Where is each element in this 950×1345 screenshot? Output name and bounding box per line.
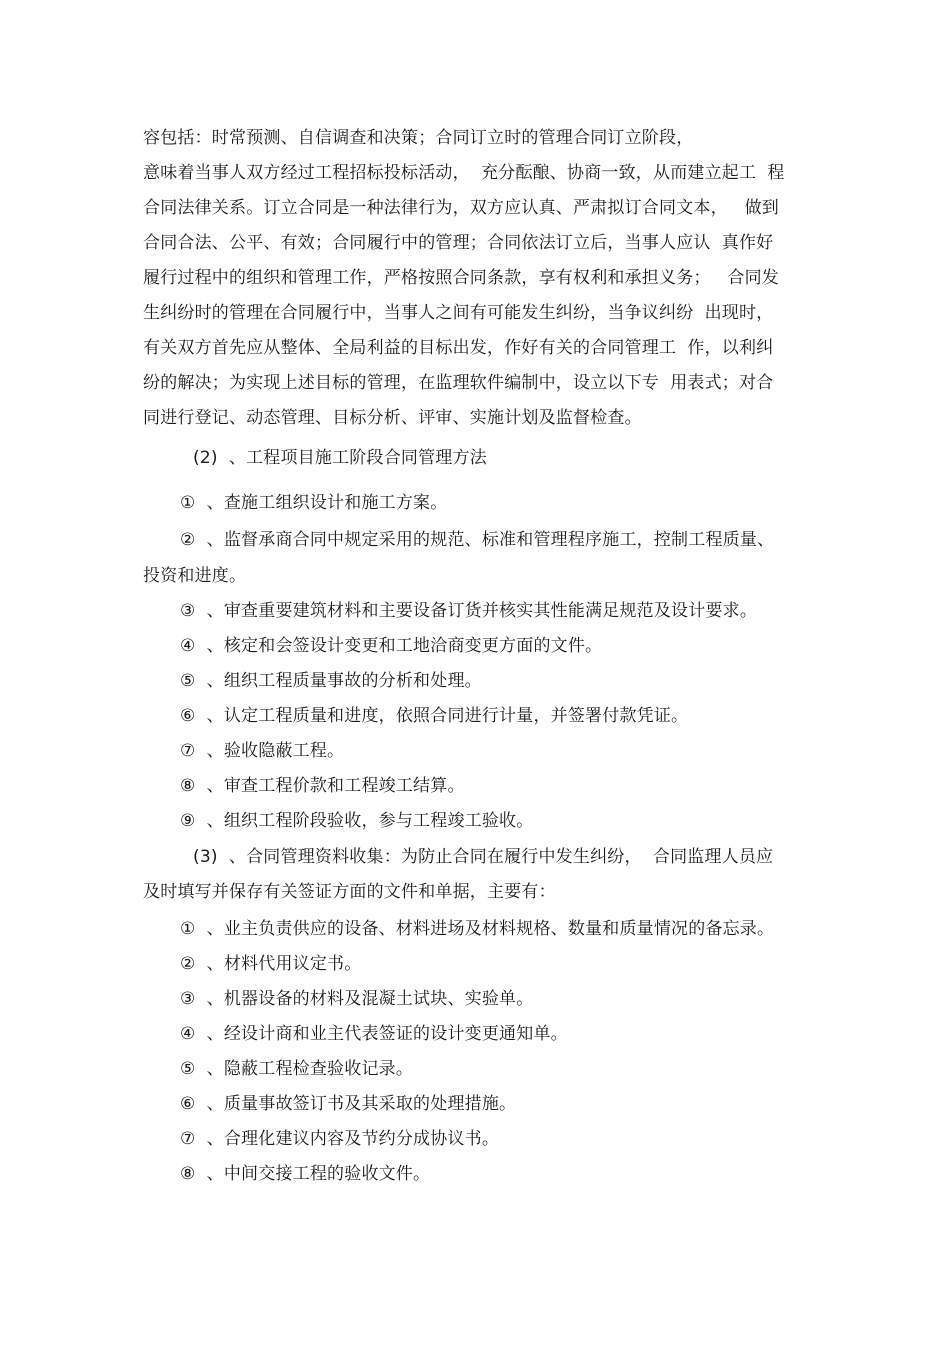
- section3-heading-continuation: 及时填写并保存有关签证方面的文件和单据，主要有：: [143, 882, 556, 902]
- section3-item: ① 、业主负责供应的设备、材料进场及材料规格、数量和质量情况的备忘录。: [180, 919, 775, 939]
- intro-line: 生纠纷时的管理在合同履行中，当事人之间有可能发生纠纷，当争议纠纷 出现时，: [143, 303, 774, 323]
- section3-item: ⑤ 、隐蔽工程检查验收记录。: [180, 1059, 414, 1079]
- section3-item: ⑥ 、质量事故签订书及其采取的处理措施。: [180, 1094, 517, 1114]
- intro-line: 合同合法、公平、有效；合同履行中的管理；合同依法订立后，当事人应认 真作好: [143, 233, 774, 253]
- section3-item: ⑧ 、中间交接工程的验收文件。: [180, 1164, 431, 1184]
- section2-item: ② 、监督承商合同中规定采用的规范、标准和管理程序施工，控制工程质量、: [180, 530, 775, 550]
- section2-heading: (2) 、工程项目施工阶段合同管理方法: [193, 448, 487, 468]
- section2-item-continuation: 投资和进度。: [143, 566, 247, 586]
- section3-heading: (3) 、合同管理资料收集：为防止合同在履行中发生纠纷， 合同监理人员应: [193, 847, 774, 867]
- intro-line: 同进行登记、动态管理、目标分析、评审、实施计划及监督检查。: [143, 408, 642, 428]
- section2-item: ⑤ 、组织工程质量事故的分析和处理。: [180, 671, 482, 691]
- section2-item: ④ 、核定和会签设计变更和工地洽商变更方面的文件。: [180, 636, 603, 656]
- section3-item: ③ 、机器设备的材料及混凝土试块、实验单。: [180, 989, 534, 1009]
- section2-item: ⑨ 、组织工程阶段验收，参与工程竣工验收。: [180, 811, 534, 831]
- intro-line: 有关双方首先应从整体、全局利益的目标出发，作好有关的合同管理工 作，以利纠: [143, 338, 774, 358]
- intro-line: 纷的解决；为实现上述目标的管理，在监理软件编制中，设立以下专 用表式；对合: [143, 373, 774, 393]
- section2-item: ⑧ 、审查工程价款和工程竣工结算。: [180, 776, 465, 796]
- section3-item: ⑦ 、合理化建议内容及节约分成协议书。: [180, 1129, 500, 1149]
- section3-item: ② 、材料代用议定书。: [180, 954, 362, 974]
- section3-item: ④ 、经设计商和业主代表签证的设计变更通知单。: [180, 1024, 568, 1044]
- intro-line: 合同法律关系。订立合同是一种法律行为，双方应认真、严肃拟订合同文本， 做到: [143, 198, 780, 218]
- intro-line: 意味着当事人双方经过工程招标投标活动， 充分酝酿、协商一致，从而建立起工 程: [143, 163, 785, 183]
- section2-item: ⑥ 、认定工程质量和进度，依照合同进行计量，并签署付款凭证。: [180, 706, 689, 726]
- section2-item: ③ 、审查重要建筑材料和主要设备订货并核实其性能满足规范及设计要求。: [180, 601, 758, 621]
- intro-line: 容包括：时常预测、自信调查和决策；合同订立时的管理合同订立阶段，: [143, 128, 694, 148]
- intro-line: 履行过程中的组织和管理工作，严格按照合同条款，享有权利和承担义务； 合同发: [143, 268, 780, 288]
- section2-item: ⑦ 、验收隐蔽工程。: [180, 741, 345, 761]
- section2-item: ① 、查施工组织设计和施工方案。: [180, 493, 448, 513]
